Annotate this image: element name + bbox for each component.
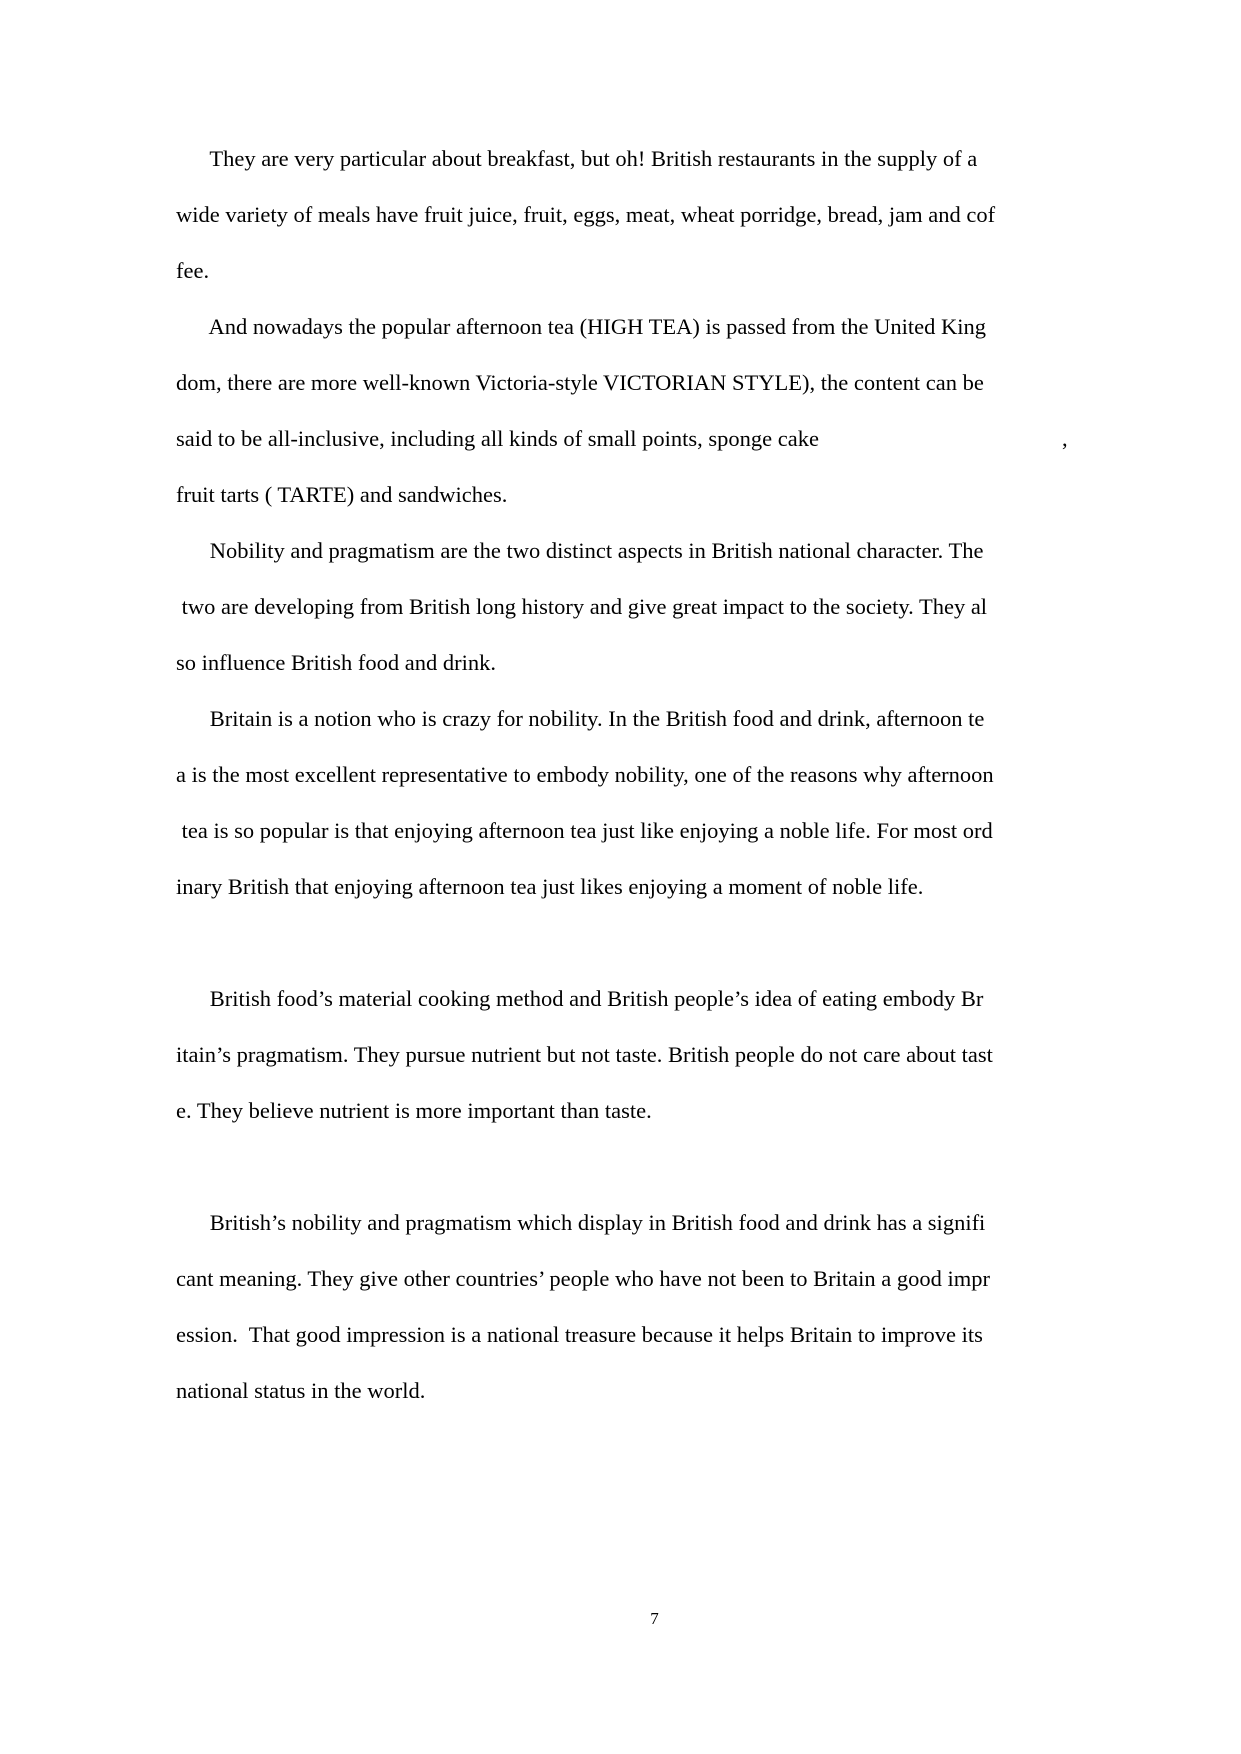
text-line: so influence British food and drink. xyxy=(176,650,496,675)
text-line: Nobility and pragmatism are the two distinct aspects in British national character. The xyxy=(176,538,984,563)
text-line: British food’s material cooking method and British people’s idea of eating embody Br xyxy=(176,986,984,1011)
page-number: 7 xyxy=(650,1609,659,1628)
text-line: fee. xyxy=(176,258,210,283)
text-line: dom, there are more well-known Victoria-style VICTORIAN STYLE), the content can be xyxy=(176,370,984,395)
text-line: wide variety of meals have fruit juice, fruit, eggs, meat, wheat porridge, bread, jam and cof xyxy=(176,202,996,227)
text-line: inary British that enjoying afternoon tea just likes enjoying a moment of noble life. xyxy=(176,874,924,899)
text-line: a is the most excellent representative to embody nobility, one of the reasons why afternoon xyxy=(176,762,994,787)
text-line: itain’s pragmatism. They pursue nutrient but not taste. British people do not care about tast xyxy=(176,1042,993,1067)
text-line: said to be all-inclusive, including all kinds of small points, sponge cake xyxy=(176,426,820,451)
text-line: And nowadays the popular afternoon tea (HIGH TEA) is passed from the United King xyxy=(176,314,987,339)
text-line: British’s nobility and pragmatism which display in British food and drink has a signifi xyxy=(176,1210,986,1235)
text-line: Britain is a notion who is crazy for nobility. In the British food and drink, afternoon te xyxy=(176,706,985,731)
text-line: cant meaning. They give other countries’ people who have not been to Britain a good impr xyxy=(176,1266,990,1291)
text-line: tea is so popular is that enjoying afternoon tea just like enjoying a noble life. For most ord xyxy=(176,818,993,843)
stray-comma: , xyxy=(1062,426,1068,451)
text-line: two are developing from British long history and give great impact to the society. They al xyxy=(176,594,988,619)
text-line: national status in the world. xyxy=(176,1378,426,1403)
text-line: ession. That good impression is a national treasure because it helps Britain to improve its xyxy=(176,1322,983,1347)
text-line: e. They believe nutrient is more important than taste. xyxy=(176,1098,652,1123)
text-line: fruit tarts ( TARTE) and sandwiches. xyxy=(176,482,508,507)
text-line: They are very particular about breakfast, but oh! British restaurants in the supply of a xyxy=(176,146,978,171)
